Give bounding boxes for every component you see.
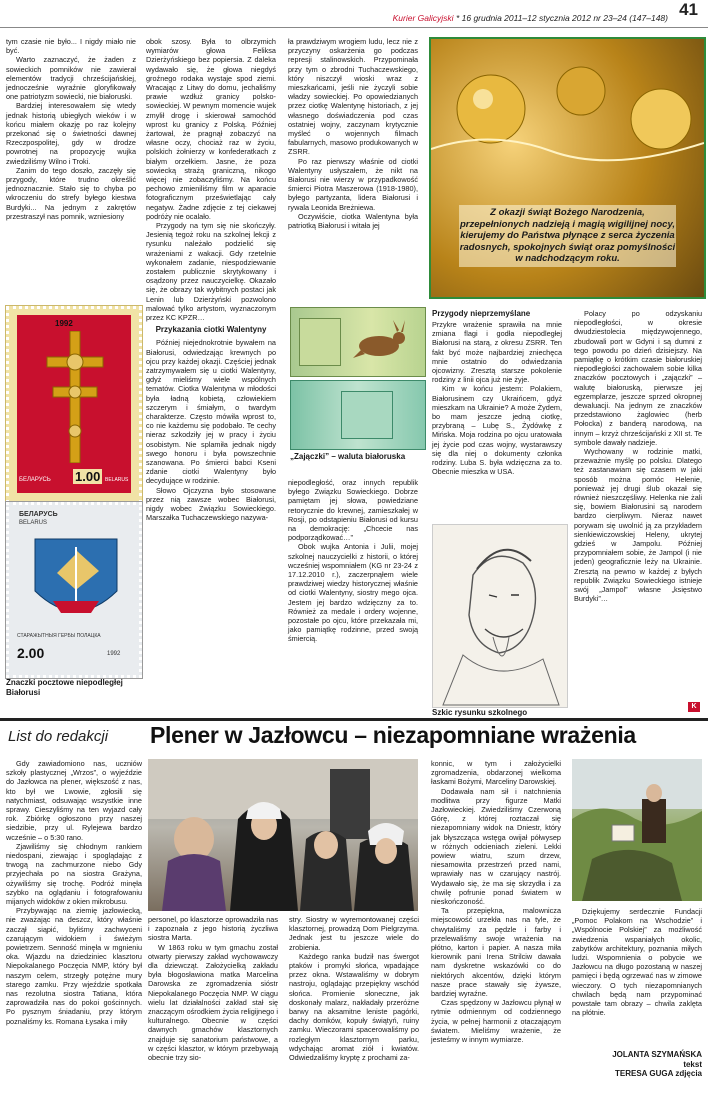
article1-column-2 [146, 37, 276, 522]
banknote-panel [299, 318, 341, 366]
section-label: List do redakcji [8, 728, 109, 745]
stamp-latin: BELARUS [105, 477, 129, 483]
ornaments-icon [431, 39, 704, 199]
portrait-sketch-icon [433, 525, 567, 707]
page-header [0, 0, 708, 28]
stamp2-year: 1992 [107, 651, 121, 657]
article2-column-5 [572, 907, 702, 1017]
banknotes-caption: „Zajączki” – waluta białoruska [290, 452, 406, 461]
paragraph: Przygody na tym się nie skończyły. Jesienią tegoż roku na szkolnej lekcji z rysunku należało podzielić się wrażeniami z wakacji. Gdy rzetelnie wykonałem zadanie, niespodziewanie zostałem publicznie skrytykowany i osądzony przez nauczycielkę. Okazało się, że obrazy tak wybitnych postaci jak Lenin lub Dzierżyński pozwolono malować tylko artystom, wyznaczonym przez KC KPZR… [146, 221, 276, 323]
paragraph: Przybywając na ziemię jazłowiecką, nie zważając na deszcz, który właśnie zaczął siąpić, byliśmy zachwyceni czarującym widokiem i świeżym powietrzem. Senność minęła w mgnieniu oka. Wjazdu na dziedziniec klasztoru Niepokalanego Poczęcia NMP, który był naszym celem, strzegły potężne mury starego zamku. Przy wjeździe spotkała nas rezolutna siostra Tatiana, która zaprowadziła nas do pokoi gościnnych. Po pysznym śniadaniu, przy którym poznaliśmy ks. Romana Łysaka i miły [6, 906, 142, 1026]
paragraph: Później niejednokrotnie bywałem na Białorusi, odwiedzając krewnych po ojcu przy każdej okazji. Częściej jednak zatrzymywałem się u ciotki Walentyny, gdyż mieliśmy wiele wspólnych tematów. Ciotka Walentyna w młodości była ładną kobietą, człowiekiem szczerym i śmiałym, o twardym charakterze. Często mówiła wprost to, co nie każdemu się podobało. Te cechy nieraz szkodziły jej w pracy i życiu osobistym. Nie splamiła jednak nigdy swego honoru i była powszechnie szanowana. Po śmierci babci Kseni zdanie ciotki Walentyny było decydujące w rodzinie. [146, 338, 276, 486]
article1-column-3 [288, 37, 418, 230]
stamp-country: БЕЛАРУСЬ [19, 477, 51, 483]
stamp-value: 1.00 [75, 469, 101, 484]
article2-column-1 [6, 759, 142, 1026]
hare-icon [351, 320, 413, 360]
masthead-separator: * [455, 13, 460, 23]
stamps-caption: Znaczki pocztowe niepodległej Białorusi [6, 678, 123, 697]
paragraph: Kim w końcu jestem: Polakiem, Białorusinem czy Ukraińcem, gdyż mieszkam na Ukrainie? A może Żydem, bo mam jeszcze jedną ciotkę, przybraną – Lubę S., Żydówkę z Mińska. Moja rodzina po ojcu uratowała jej życie pod czas wojny, wystarawszy się dla niej o dokumenty członka rodziny. Luba S. była wdzięczna za to. Obecnie mieszka w USA. [432, 384, 562, 477]
stamp-year: 1992 [55, 319, 73, 328]
paragraph: Czas spędzony w Jazłowcu płynął w rytmie odmiennym od codziennego życia, w pełnej harmonii z otaczającym światem. Mieliśmy wrażenie, że jesteśmy w innym wymiarze. [431, 998, 561, 1045]
article1-column-5 [574, 309, 702, 604]
paragraph: ła prawdziwym wrogiem ludu, lecz nie z przyczyny oskarżenia go podczas represji stalinowskich. Przypominała przy tym o zbrodni Tuchaczewskiego, który niszczył wioski wraz z mieszkańcami, jeśli nie życzyli sobie władzy sowieckiej. Po opowiedzianych przez ciotkę Walentynę historiach, z jej własnego doświadczenia pod czas ostatniej wojny, zaczynam krytycznie myśleć o wojennych filmach fabularnych, masowo produkowanych w ZSRR. [288, 37, 418, 157]
masthead [393, 13, 668, 23]
paragraph: Polacy po odzyskaniu niepodległości, w okresie dwudziestolecia międzywojennego, zbudowali port w Gdyni i są dumni z tego powodu po dzień dzisiejszy. Na pamiątkę o krótkim czasie białoruskiej niepodległości zachowałem sobie kilka znaczków pocztowych i „zajączki” – walutę białoruską, pierwsze jej egzemplarze, jeszcze sprzed okropnej dewaluacji. Na jednym ze znaczków przedstawiono żaglowiec (herb Połocka) z banderą narodową, na innym – krzyż chrześcijański z XII st. Te symbole dawały nadzieje. [574, 309, 703, 447]
header-rule [0, 27, 708, 28]
paragraph: personel, po klasztorze oprowadziła nas i zapoznała z jego historią życzliwa siostra Marta. [148, 915, 278, 943]
page-number: 41 [679, 0, 698, 19]
author-name-2: TERESA GUGA [615, 1069, 674, 1078]
paragraph: Dziękujemy serdecznie Fundacji „Pomoc Polakom na Wschodzie” i „Wspólnocie Polskiej” za możliwość zwiedzenia wspaniałych okolic, zabytków architektury, poznania miłych ludzi. Wspomnienia o pobycie we Jazłowcu na długo pozostaną w naszej pamięci i będą ogrzewać nas w zimowe wieczory. O tych niezapomnianych chwilach będą nam przypominać powstałe tam obrazy – chwila zaklęta na płótnie. [572, 907, 702, 1018]
stamp2-country: БЕЛАРУСЬ [19, 511, 58, 518]
author-name-1: JOLANTA SZYMAŃSKA [612, 1050, 702, 1059]
stamp2-value: 2.00 [17, 645, 45, 661]
paragraph: stry. Siostry w wyremontowanej części klasztornej, prowadzą Dom Pielgrzyma. Jednak jest tu jeszcze wiele do zrobienia. [289, 915, 419, 952]
paragraph: Obok wujka Antonia i Julii, mojej szkolnej nauczycielki z historii, o której wcześniej wspomniałem (KG nr 23-24 z 17.12.2010 r.), zaczerpnąłem wiele prawdziwej wiedzy historycznej właśnie od ciotki Walentyny, siostry mego ojca. Jestem jej bardzo wdzięczny za to. Również za medale i ordery wojenne, pozostałe po ojcu, które przekazała mi, jako pamiątkę rodzinne, przed swoją śmiercią. [288, 542, 418, 644]
school-sketch [432, 524, 568, 708]
paragraph: Po raz pierwszy właśnie od ciotki Walentyny usłyszałem, że nikt na Białorusi nie wierzy w przypadkowość śmierci Piotra Maszerowa (1918-1980), byłego partyzanta, lidera Białorusi i rywala Leonida Breżniewa. [288, 156, 418, 212]
stamp2-latin: BELARUS [19, 520, 48, 526]
author-role-1: tekst [683, 1059, 702, 1069]
issue-info: 16 grudnia 2011–12 stycznia 2012 nr 23–24 (147–148) [461, 13, 668, 23]
article-headline: Plener w Jazłowcu – niezapomniane wrażenia [150, 722, 636, 748]
stamp-ship [6, 502, 142, 678]
stamp-cross [6, 306, 142, 504]
paragraph: konnic, w tym i założycielki zgromadzenia, obdarzonej wielkoma łaskami Bożymi, Marceliny Darowskiej. [431, 759, 561, 787]
greeting-text: Z okazji świąt Bożego Narodzenia, przepełnionych nadzieją i magią wigilijnej nocy, kierujemy do Państwa płynące z serca życzenia radosnych, spokojnych świąt oraz pomyślności w nadchodzącym roku. [459, 205, 676, 267]
paragraph: Ta przepiękna, malownicza miejscowość urzekła nas na tyle, że chwytaliśmy za pędzle i farby i przelewaliśmy swoje wrażenia na płótno, karton i papier. A nasza miła kierownik pani Irena Strilciw dawała nam dyskretne wskazówki co do niektórych akcentów, dzięki którym nasze prace stawały się żywsze, bardziej wyraźne. [431, 906, 561, 999]
article2-column-2 [148, 915, 278, 1062]
cross-icon [39, 331, 111, 463]
article2-column-4 [431, 759, 561, 1044]
paragraph: Słowo Ojczyzna było stosowane przez nią zawsze wobec Białorusi, nigdy wobec Związku Sowieckiego. Marszałka Tuchaczewskiego nazywa- [146, 485, 276, 523]
publication-name: Kurier Galicyjski [392, 13, 454, 23]
paragraph: Gdy zawiadomiono nas, uczniów szkoły plastycznej „Wrzos”, o wyjeździe do Jazłowca na plener, większość z nas, kto był we Lwowie, zgłosili się natychmiast, odsuwając wszystkie inne sprawy. Cieszyliśmy na ten wyjazd cały rok. Zbiórkę ogłoszono przy naszej siedzibie, przy ul. Rylejewa bardzo wcześnie – o 5:30 rano. [6, 759, 142, 842]
end-mark: K [688, 702, 700, 712]
paragraph: tym czasie nie było... I nigdy miało nie być. [6, 37, 136, 56]
paragraph: Oczywiście, ciotka Walentyna była patriotką Białorusi i witała jej [288, 211, 418, 231]
paragraph: Zjawiliśmy się chłodnym rankiem niedospani, ziewając i spoglądając z trwogą na zachmurzone niebo Gdy przyjechała po na siostra Grażyna, ożywiliśmy się trochę. Podróż minęła szybko na oglądaniu i fotografowaniu mijanych widoków z okien mikrobusu. [6, 841, 142, 907]
author-signature [572, 1050, 702, 1079]
paragraph: W 1863 roku w tym gmachu został otwarty pierwszy zakład wychowawczy dla dziewcząt. Założycielką zakładu była błogosławiona matka Marcelina Darowska ze zgromadzenia sióstr Niepokalanego Poczęcia NMP. W ciągu wielu lat działalności zakład stał się znaczącym ośrodkiem życia religijnego i kulturalnego. Obecnie w części dawnych gmachów klasztornych znajduje się sanatorium państwowe, a w części klasztor, w którym przebywają obecnie trzy sio- [148, 942, 278, 1063]
paragraph: Wychowany w rodzinie matki, przeważnie myślę po polsku. Dlatego też zastanawiam się czasem w jaki sposób można pomóc Helenie, ponieważ jej drugi ślub okazał się również nieszczęśliwy. Helenka nie żali się, bowiem Białorusini są narodem bardzo cierpliwym. Nieraz nawet porywam się uwolnić ją za przykładem sienkiewiczowskiej Heleny, ukrytej gdzieś w Jampolu. Później przypomniałem sobie, że Jampol (i nie jeden) geograficznie leży na Ukrainie. Zresztą na pewno w każdej z byłych republik Związku Sowieckiego istnieje swój „Jampol” własne „księstwo Burdyki”… [574, 447, 702, 604]
article1-column-1 [6, 37, 136, 221]
christmas-greeting-box [429, 37, 706, 299]
sketch-caption: Szkic rysunku szkolnego [432, 708, 528, 717]
paragraph: Warto zaznaczyć, że żaden z sowieckich pomników nie zawierał elementów tradycji chrześcijańskiej, jednocześnie wyraźnie gloryfikowały one patriotyzm sowiecki, nie białoruski. [6, 55, 136, 102]
photo-nuns [148, 759, 418, 911]
photo-painting [572, 759, 702, 901]
paragraph: niepodległość, oraz innych republik byłego Związku Sowieckiego. Dobrze pamiętam jej słowa, powiedziane retorycznie do krewnej, zamieszkałej w Rosji, po odstąpieniu Białorusi od kursu na demokrację: „Chcecie nas podporządkować…” [288, 478, 418, 543]
paragraph: obok szosy. Była to olbrzymich wymiarów głowa Feliksa Dzierżyńskiego bez popiersia. Z daleka wydawało się, że głowa niegdyś groźnego rodaka wystaje spod ziemi. Wracając z Litwy do domu, jechaliśmy prawie wzdłuż granicy polsko-sowieckiej. W pewnym momencie wujek zmylił drogę i skierował samochód wprost ku granicy z Polską. Później żartował, że pragnął zobaczyć na własne oczy, chociaż raz w życiu, polskich żołnierzy w konfederatkach z białym orzełkiem. Jasne, że poza sowiecką strażą graniczną, nikogo więcej nie zobaczyliśmy. Na końcu pechowo zmieniliśmy film w aparacie fotograficznym prześwietlając cały negatyw. Żadne zdjęcie z tej ciekawej podróży nie ocalało. [146, 37, 276, 221]
paragraph: Zanim do tego doszło, zaczęły się przygody, które trudno określić jednoznacznie. Stało się to chyba po wkroczeniu do strefy byłego kiestwa Burdyki... Na jednym z zakrętów przestraszył nas pomnik, wzniesiony [6, 165, 136, 221]
paragraph: Dodawała nam sił i natchnienia modlitwa przy figurze Matki Jazłowieckiej. Zwiedziliśmy Czerwoną Górę, z której roztaczał się niezapomniany widok na Dniestr, który jak błyszcząca wstęga owijał półwysep w różnych odcieniach zieleni. Lekki powiew wiatru, szum drzew, niesamowita przestrzeń przed nami, wprawiały nas w czarujący nastrój. Wydawało się, że ma się skrzydła i za chwilę pofrunie ponad światem w nieskończoność. [431, 786, 561, 907]
ship-icon [33, 531, 119, 631]
stamp2-note: СТАРАЖЫТНЫЯ ГЕРБЫ ПОЛАЦКА [17, 633, 101, 639]
paragraph: Przykre wrażenie sprawiła na mnie zmiana flagi i godła niepodległej Białorusi na starą, z okresu ZSRR. Ten fakt być może najbardziej zniechęca mnie ostatnio do odwiedzania ojcowizny. Zresztą starsze pokolenie rodziny z linii ojca już nie żyje. [432, 320, 562, 385]
banknote-green-panel [341, 391, 393, 439]
banknote-hare [290, 307, 426, 377]
article2-column-3 [289, 915, 419, 1062]
subheading: Przygody nieprzemyślane [432, 309, 531, 318]
article1-column-3b [288, 478, 418, 644]
article1-column-4 [432, 320, 562, 476]
banknote-green [290, 380, 426, 450]
section-divider [0, 718, 708, 721]
landscape-photo-icon [572, 759, 702, 901]
group-photo-icon [148, 759, 418, 911]
paragraph: Każdego ranka budził nas śwergot ptaków i promyki słońca, wpadające przez okna. Wstawaliśmy w dobrym nastroju, oglądając przepiękny wschód słońca. Promienie słoneczne, jak doskonały malarz, nakładały przeróżne barwy na aksamitne leniste pagórki, dachy domków, kopuły świątyń, ruiny zamku. Wieczorami spacerowaliśmy po rozległym klasztornym parku, wdychając aromat ziół i kwiatów. Odwiedzaliśmy kryptę z prochami za- [289, 951, 419, 1063]
author-role-2: zdjęcia [675, 1069, 702, 1078]
paragraph: Bardziej interesowałem się wtedy jednak historią ubiegłych wieków i w końcu miałem okazję po raz kolejny przekonać się o świetności dawnej Rzeczpospolitej, gdy w drodze powrotnej na propozycję wujka zwiedziliśmy Wilno i Troki. [6, 101, 136, 166]
subheading: Przykazania ciotki Walentyny [155, 325, 267, 335]
